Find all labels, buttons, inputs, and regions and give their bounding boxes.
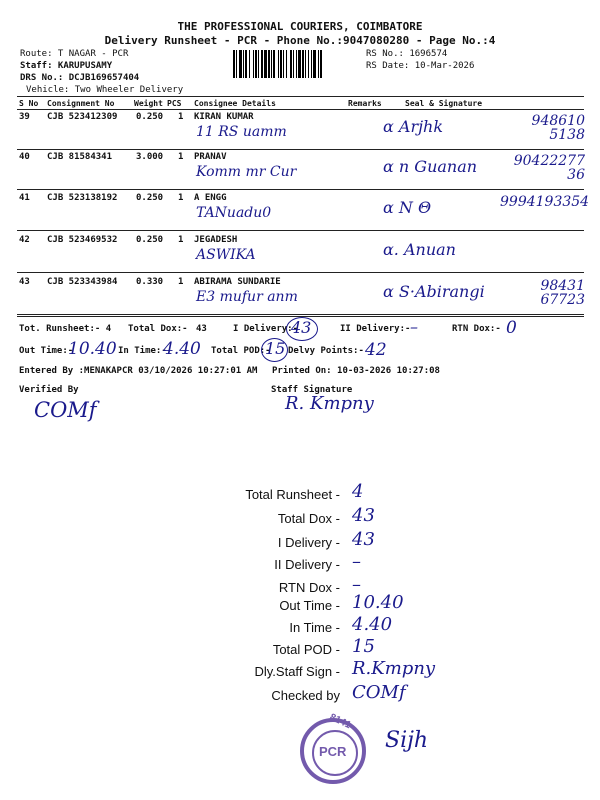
row-consignment: CJB 523412309	[47, 112, 118, 122]
row-sno: 40	[19, 152, 30, 162]
stamp-form-label: RTN Dox -	[278, 580, 340, 595]
stamp-form-handwritten-value: 15	[352, 636, 375, 657]
row-consignment: CJB 523138192	[47, 193, 118, 203]
row-consignment: CJB 523469532	[47, 235, 118, 245]
stamp-form-handwritten-value: 43	[352, 529, 375, 550]
staff-signature-handwritten: R. Kmpny	[285, 393, 374, 414]
col-pcs: PCS	[167, 99, 182, 108]
stamp-form-label: II Delivery -	[274, 557, 340, 572]
col-consignee: Consignee Details	[194, 99, 276, 108]
staff-signature-label: Staff Signature	[271, 385, 353, 395]
col-remarks: Remarks	[348, 99, 382, 108]
stamp-form-label: Total Runsheet -	[245, 487, 340, 502]
row-handwritten-signature: α Arjhk	[383, 117, 444, 136]
stamp-form-label: Total POD -	[272, 642, 340, 657]
i-delivery-handwritten: 43	[291, 318, 312, 337]
table-header-rule	[17, 109, 584, 110]
out-time-label: Out Time:-	[19, 346, 74, 356]
row-handwritten-phone: 9994193354	[500, 194, 590, 210]
route: Route: T NAGAR - PCR	[20, 49, 129, 59]
row-consignee: KIRAN KUMAR	[194, 112, 254, 122]
verified-by-label: Verified By	[19, 385, 79, 395]
row-consignment: CJB 81584341	[47, 152, 113, 162]
rtn-dox-label: RTN Dox:-	[452, 324, 501, 334]
pcr-stamp	[300, 711, 366, 784]
row-consignee: JEGADESH	[194, 235, 238, 245]
stamp-form-label: Dly.Staff Sign -	[254, 664, 340, 679]
row-rule	[17, 314, 584, 315]
ii-delivery-label: II Delivery:-	[340, 324, 411, 334]
staff: Staff: KARUPUSAMY	[20, 61, 113, 71]
stamp-form-label: Out Time -	[279, 598, 340, 613]
row-handwritten-name: Komm mr Cur	[196, 164, 297, 180]
col-weight: Weight	[134, 99, 163, 108]
stamp-form-label: In Time -	[289, 620, 340, 635]
row-handwritten-phone: 98431 67723	[540, 278, 585, 308]
in-time-label: In Time:-	[118, 346, 167, 356]
total-pod-handwritten: 15	[265, 339, 286, 358]
vehicle: Vehicle: Two Wheeler Delivery	[26, 85, 184, 95]
row-pcs: 1	[178, 152, 184, 162]
stamp-form-label: Total Dox -	[277, 511, 340, 526]
stamp-text: PCR	[319, 744, 347, 759]
table-top-rule	[17, 96, 584, 97]
entered-by: Entered By :MENAKAPCR 03/10/2026 10:27:01 AM	[19, 366, 258, 376]
printed-on: Printed On: 10-03-2026 10:27:08	[272, 366, 440, 376]
drs-number: DRS No.: DCJB169657404	[20, 73, 140, 83]
stamp-ring-text: 8141	[327, 711, 353, 732]
row-rule	[17, 149, 584, 150]
row-weight: 0.250	[136, 193, 164, 203]
col-sno: S No	[19, 99, 39, 108]
delivery-points-handwritten: 42	[365, 340, 387, 360]
row-consignment: CJB 523343984	[47, 277, 118, 287]
row-handwritten-name: ASWIKA	[196, 247, 256, 263]
col-seal-signature: Seal & Signature	[405, 99, 483, 108]
company-name: THE PROFESSIONAL COURIERS, COIMBATORE	[177, 20, 423, 33]
row-sno: 43	[19, 277, 30, 287]
out-time-handwritten: 10.40	[68, 339, 117, 359]
row-consignee: ABIRAMA SUNDARIE	[194, 277, 281, 287]
stamp-signature: Sijh	[385, 728, 429, 753]
stamp-form-handwritten-value: 10.40	[352, 592, 404, 613]
stamp-form-handwritten-value: COMf	[352, 682, 406, 703]
in-time-handwritten: 4.40	[163, 339, 201, 359]
total-dox-label: Total Dox:-	[128, 324, 188, 334]
stamp-form-handwritten-value: 43	[352, 505, 375, 526]
barcode-bar	[320, 50, 322, 78]
total-runsheet: Tot. Runsheet:- 4	[19, 324, 112, 334]
col-consignment: Consignment No	[47, 99, 115, 108]
barcode	[233, 50, 363, 78]
total-pod-label: Total POD:-	[211, 346, 271, 356]
row-sno: 39	[19, 112, 30, 122]
i-delivery-label: I Delivery:-	[233, 324, 299, 334]
rs-date: RS Date: 10-Mar-2026	[366, 61, 475, 71]
row-handwritten-name: 11 RS uamm	[196, 124, 287, 140]
row-sno: 41	[19, 193, 30, 203]
row-handwritten-signature: α. Anuan	[383, 240, 456, 259]
stamp-form-handwritten-value: –	[352, 551, 361, 572]
row-consignee: PRANAV	[194, 152, 227, 162]
total-dox-value: 43	[196, 324, 207, 334]
row-handwritten-phone: 948610 5138	[531, 113, 585, 143]
row-weight: 0.250	[136, 235, 164, 245]
row-handwritten-name: E3 mufur anm	[196, 289, 298, 305]
row-pcs: 1	[178, 235, 184, 245]
row-handwritten-signature: α S·Abirangi	[383, 282, 485, 301]
verified-by-handwritten: COMf	[34, 398, 97, 422]
row-weight: 3.000	[136, 152, 164, 162]
row-handwritten-name: TANuadu0	[196, 205, 272, 221]
runsheet-title: Delivery Runsheet - PCR - Phone No.:9047080280 - Page No.:4	[104, 34, 496, 47]
stamp-form-label: I Delivery -	[277, 535, 340, 550]
row-weight: 0.330	[136, 277, 164, 287]
row-pcs: 1	[178, 112, 184, 122]
row-rule	[17, 230, 584, 231]
row-handwritten-phone: 90422277 36	[513, 153, 585, 183]
row-consignee: A ENGG	[194, 193, 227, 203]
row-sno: 42	[19, 235, 30, 245]
delivery-points-label: Delvy Points:-	[288, 346, 364, 356]
row-rule	[17, 189, 584, 190]
ii-delivery-handwritten: –	[410, 317, 418, 336]
row-pcs: 1	[178, 277, 184, 287]
stamp-form-handwritten-value: 4.40	[352, 614, 393, 635]
row-pcs: 1	[178, 193, 184, 203]
row-weight: 0.250	[136, 112, 164, 122]
row-handwritten-signature: α N Θ	[383, 198, 432, 217]
stamp-form-handwritten-value: R.Kmpny	[352, 658, 436, 679]
rs-number: RS No.: 1696574	[366, 49, 448, 59]
stamp-form-handwritten-value: 4	[352, 481, 364, 502]
row-rule	[17, 272, 584, 273]
row-handwritten-signature: α n Guanan	[383, 157, 478, 176]
rtn-dox-handwritten: 0	[506, 318, 517, 338]
stamp-form-handwritten-value: –	[352, 574, 361, 595]
stamp-form-label: Checked by	[271, 688, 340, 703]
